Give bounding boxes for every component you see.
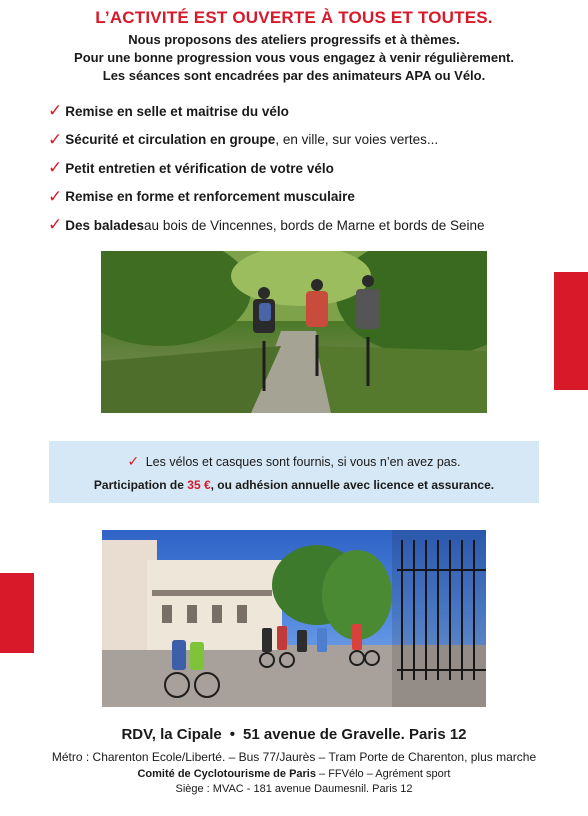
intro-line: Pour une bonne progression vous vous engagez à venir régulièrement. bbox=[74, 50, 514, 65]
participation-text-end: , ou adhésion annuelle avec licence et assurance. bbox=[210, 478, 495, 492]
cyclists-forest-photo bbox=[101, 251, 487, 413]
checklist-item bbox=[48, 183, 558, 212]
checklist-item bbox=[48, 154, 558, 183]
separator-dot: • bbox=[229, 726, 236, 743]
info-box bbox=[49, 441, 539, 503]
price: 35 € bbox=[187, 478, 211, 492]
meeting-address: 51 avenue de Gravelle. Paris 12 bbox=[243, 726, 467, 743]
participation-text-start: Participation de bbox=[93, 478, 188, 492]
check-icon: ✓ bbox=[48, 129, 63, 149]
checklist-item-bold: Remise en selle et maitrise du vélo bbox=[65, 103, 289, 119]
checklist-item bbox=[48, 126, 558, 155]
intro-line: Les séances sont encadrées par des animateurs APA ou Vélo. bbox=[102, 68, 486, 83]
club-name: Comité de Cyclotourisme de Paris bbox=[137, 768, 316, 780]
check-icon: ✓ bbox=[48, 215, 63, 235]
checklist-item-bold: Sécurité et circulation en groupe bbox=[65, 132, 276, 148]
check-icon: ✓ bbox=[48, 158, 63, 178]
check-icon: ✓ bbox=[127, 453, 140, 469]
decorative-red-bar bbox=[0, 573, 34, 653]
equipment-note-text: Les vélos et casques sont fournis, si vous n’en avez pas. bbox=[145, 455, 461, 469]
activity-checklist bbox=[48, 97, 558, 240]
meeting-point bbox=[0, 726, 588, 743]
checklist-item-bold: Remise en forme et renforcement musculaire bbox=[65, 189, 355, 205]
intro-line: Nous proposons des ateliers progressifs et à thèmes. bbox=[128, 32, 460, 47]
club-affiliation: – FFVélo – Agrément sport bbox=[315, 768, 451, 780]
checklist-item-bold: Petit entretien et vérification de votre vélo bbox=[65, 160, 334, 176]
equipment-note bbox=[49, 453, 539, 470]
checklist-item-bold: Des balades bbox=[65, 217, 145, 233]
transport-info: Métro : Charenton Ecole/Liberté. – Bus 77/Jaurès – Tram Porte de Charenton, plus marche bbox=[51, 750, 537, 764]
club-info bbox=[0, 768, 588, 780]
checklist-item-rest: , en ville, sur voies vertes... bbox=[275, 132, 439, 148]
page-title: L’ACTIVITÉ EST OUVERTE À TOUS ET TOUTES. bbox=[95, 8, 493, 27]
meeting-place: RDV, la Cipale bbox=[121, 726, 222, 743]
group-street-photo bbox=[102, 530, 486, 707]
checklist-item bbox=[48, 211, 558, 240]
participation-note bbox=[49, 478, 539, 492]
decorative-red-bar bbox=[554, 272, 588, 390]
check-icon: ✓ bbox=[48, 186, 63, 206]
head-office: Siège : MVAC - 181 avenue Daumesnil. Paris 12 bbox=[175, 783, 413, 795]
checklist-item-rest: au bois de Vincennes, bords de Marne et bords de Seine bbox=[144, 217, 485, 233]
intro-text bbox=[0, 31, 588, 85]
checklist-item bbox=[48, 97, 558, 126]
check-icon: ✓ bbox=[48, 101, 63, 121]
